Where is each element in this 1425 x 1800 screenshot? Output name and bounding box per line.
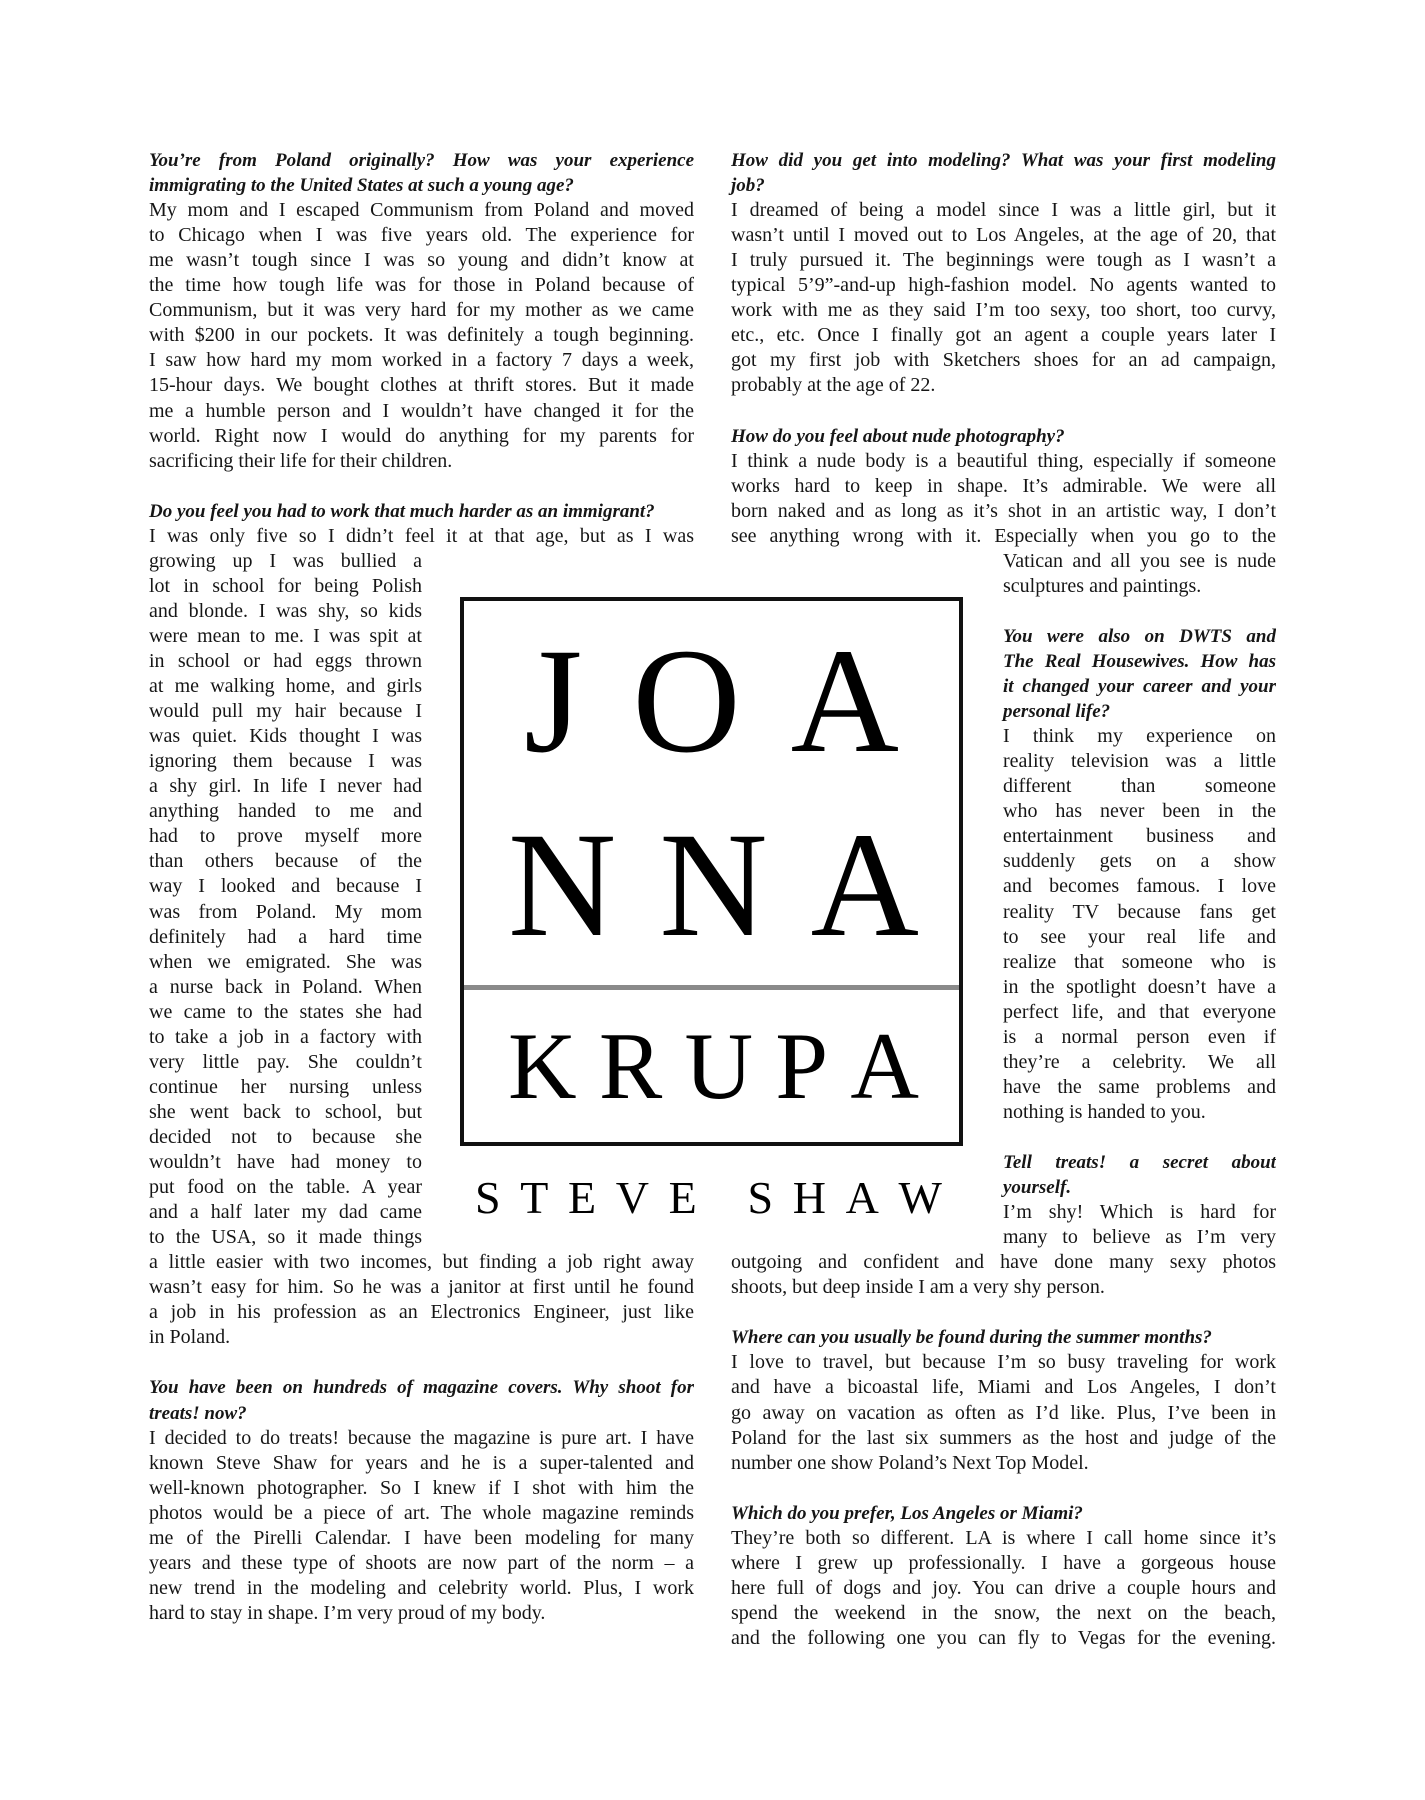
answer-line: shoots, but deep inside I am a very shy person. [731, 1276, 1105, 1299]
answer-line: spend the weekend in the snow, the next on the beach, [731, 1601, 1276, 1624]
title-divider [464, 985, 959, 990]
answer-line: I’m shy! Which is hard for [1003, 1201, 1276, 1224]
answer-line: put food on the table. A year [149, 1176, 422, 1199]
answer-line: wouldn’t have had money to [149, 1151, 422, 1173]
answer-line: a nurse back in Poland. When [149, 975, 422, 998]
answer-line: in school or had eggs thrown [149, 650, 422, 672]
title-first-name-line1 [524, 618, 899, 784]
photographer-credit [475, 1172, 942, 1222]
question-line: How did you get into modeling? What was your first modeling [731, 150, 1276, 171]
answer-line: here full of dogs and joy. You can drive a couple hours and [731, 1576, 1276, 1599]
answer-line: definitely had a hard time [149, 925, 422, 948]
answer-line: reality TV because fans get [1003, 900, 1276, 923]
answer-line: known Steve Shaw for years and he is a super-talented and [149, 1451, 694, 1474]
question-line: it changed your career and your [1003, 676, 1276, 698]
title-letter: T [520, 1171, 549, 1223]
answer-line: in the spotlight doesn’t have a [1003, 975, 1276, 998]
answer-line: My mom and I escaped Communism from Poland and moved [149, 199, 694, 222]
title-letter: R [598, 1012, 663, 1119]
answer-line: different than someone [1003, 775, 1276, 798]
question-line: Tell treats! a secret about [1003, 1152, 1276, 1173]
answer-line: outgoing and confident and have done many sexy photos [731, 1251, 1276, 1274]
title-letter: S [475, 1171, 501, 1223]
answer-line: nothing is handed to you. [1003, 1100, 1206, 1123]
answer-line: probably at the age of 22. [731, 374, 936, 397]
answer-line: is a normal person even if [1003, 1025, 1276, 1048]
question-line: You have been on hundreds of magazine covers. Why shoot for [149, 1377, 694, 1399]
answer-line: a little easier with two incomes, but finding a job right away [149, 1251, 694, 1274]
answer-line: 15-hour days. We bought clothes at thrift stores. But it made [149, 374, 694, 397]
answer-line: Poland for the last six summers as the host and judge of the [731, 1426, 1276, 1449]
answer-line: with $200 in our pockets. It was definitely a tough beginning. [149, 324, 694, 347]
answer-line: I think my experience on [1003, 725, 1276, 748]
title-letter: K [508, 1012, 577, 1119]
answer-line: ignoring them because I was [149, 750, 422, 773]
answer-line: Communism, but it was very hard for my mother as we came [149, 299, 694, 322]
answer-line: me a humble person and I wouldn’t have changed it for the [149, 399, 694, 422]
question-line: You were also on DWTS and [1003, 625, 1276, 647]
title-letter: O [632, 618, 741, 784]
question-line: How do you feel about nude photography? [731, 425, 1065, 447]
answer-line: reality television was a little [1003, 750, 1276, 773]
answer-line: and blonde. I was shy, so kids [149, 599, 422, 622]
question-line: Do you feel you had to work that much harder as an immigrant? [149, 500, 655, 522]
answer-line: decided not to because she [149, 1125, 422, 1148]
title-letter: S [747, 1171, 774, 1223]
title-first-name-line2 [508, 802, 919, 968]
answer-line: where I grew up professionally. I have a gorgeous house [731, 1551, 1276, 1574]
answer-line: new trend in the modeling and celebrity world. Plus, I work [149, 1576, 694, 1599]
title-letter: P [775, 1012, 829, 1119]
title-letter: U [684, 1012, 754, 1119]
question-line: personal life? [1003, 701, 1111, 723]
title-letter: E [668, 1171, 697, 1223]
title-last-name [508, 1013, 919, 1118]
question-line: You’re from Poland originally? How was your experience [149, 150, 694, 171]
answer-line: many to believe as I’m very [1003, 1226, 1276, 1249]
question-line: yourself. [1003, 1177, 1072, 1199]
question-line: Which do you prefer, Los Angeles or Miami? [731, 1502, 1083, 1524]
question-line: job? [731, 175, 765, 197]
answer-line: was from Poland. My mom [149, 900, 422, 923]
answer-line: entertainment business and [1003, 825, 1276, 848]
answer-line: in Poland. [149, 1326, 231, 1349]
answer-line: a job in his profession as an Electronics Engineer, just like [149, 1301, 694, 1324]
answer-line: typical 5’9”-and-up high-fashion model. No agents wanted to [731, 274, 1276, 297]
answer-line: work with me as they said I’m too sexy, too short, too curvy, [731, 299, 1276, 322]
answer-line: lot in school for being Polish [149, 574, 422, 597]
answer-line: would pull my hair because I [149, 700, 422, 723]
answer-line: anything handed to me and [149, 800, 422, 823]
title-letter: A [790, 618, 899, 784]
answer-line: at me walking home, and girls [149, 675, 422, 698]
answer-line: I love to travel, but because I’m so busy traveling for work [731, 1351, 1276, 1374]
answer-line: me of the Pirelli Calendar. I have been modeling for many [149, 1526, 694, 1549]
answer-line: world. Right now I would do anything for my parents for [149, 424, 694, 447]
answer-line: I saw how hard my mom worked in a factory 7 days a week, [149, 349, 694, 372]
question-line: The Real Housewives. How has [1003, 651, 1276, 672]
title-letter: A [845, 1171, 879, 1223]
answer-line: well-known photographer. So I knew if I shot with him the [149, 1476, 694, 1499]
answer-line: were mean to me. I was spit at [149, 624, 422, 647]
answer-line: she went back to school, but [149, 1100, 422, 1123]
answer-line: go away on vacation as often as I’d like. Plus, I’ve been in [731, 1401, 1276, 1424]
title-letter: W [898, 1171, 942, 1223]
answer-line: suddenly gets on a show [1003, 850, 1276, 873]
answer-line: I was only five so I didn’t feel it at that age, but as I was [149, 524, 694, 547]
title-letter: H [792, 1171, 826, 1223]
title-letter [716, 1171, 728, 1224]
answer-line: and a half later my dad came [149, 1201, 422, 1224]
answer-line: growing up I was bullied a [149, 549, 422, 572]
answer-line: was quiet. Kids thought I was [149, 725, 422, 748]
question-line: Where can you usually be found during the summer months? [731, 1327, 1212, 1349]
answer-line: continue her nursing unless [149, 1075, 422, 1098]
title-letter: N [659, 802, 768, 968]
answer-line: to see your real life and [1003, 925, 1276, 948]
title-box [460, 597, 963, 1146]
answer-line: They’re both so different. LA is where I call home since it’s [731, 1526, 1276, 1549]
answer-line: see anything wrong with it. Especially when you go to the [731, 524, 1276, 547]
answer-line: they’re a celebrity. We all [1003, 1050, 1276, 1073]
title-letter: E [567, 1171, 597, 1223]
answer-line: hard to stay in shape. I’m very proud of my body. [149, 1601, 546, 1624]
answer-line: than others because of the [149, 850, 422, 873]
answer-line: realize that someone who is [1003, 950, 1276, 973]
answer-line: to the USA, so it made things [149, 1226, 422, 1249]
answer-line: sculptures and paintings. [1003, 574, 1202, 597]
answer-line: who has never been in the [1003, 800, 1276, 823]
answer-line: sacrificing their life for their children. [149, 449, 453, 472]
answer-line: I decided to do treats! because the magazine is pure art. I have [149, 1426, 694, 1449]
answer-line: when we emigrated. She was [149, 950, 422, 973]
answer-line: number one show Poland’s Next Top Model. [731, 1451, 1089, 1474]
answer-line: we came to the states she had [149, 1000, 422, 1023]
question-line: immigrating to the United States at such a young age? [149, 175, 574, 197]
title-letter: N [508, 802, 617, 968]
title-letter: V [615, 1171, 649, 1223]
title-letter: A [850, 1012, 919, 1119]
answer-line: to take a job in a factory with [149, 1025, 422, 1048]
answer-line: to Chicago when I was five years old. The experience for [149, 224, 694, 247]
answer-line: wasn’t until I moved out to Los Angeles, at the age of 20, that [731, 224, 1276, 247]
answer-line: wasn’t easy for him. So he was a janitor at first until he found [149, 1276, 694, 1299]
answer-line: and have a bicoastal life, Miami and Los Angeles, I don’t [731, 1376, 1276, 1399]
answer-line: photos would be a piece of art. The whole magazine reminds [149, 1501, 694, 1524]
answer-line: me wasn’t tough since I was so young and didn’t know at [149, 249, 694, 272]
answer-line: had to prove myself more [149, 825, 422, 848]
title-letter: J [524, 618, 583, 784]
answer-line: Vatican and all you see is nude [1003, 549, 1276, 572]
answer-line: perfect life, and that everyone [1003, 1000, 1276, 1023]
answer-line: I dreamed of being a model since I was a little girl, but it [731, 199, 1276, 222]
answer-line: works hard to keep in shape. It’s admirable. We were all [731, 474, 1276, 497]
answer-line: way I looked and because I [149, 875, 422, 898]
answer-line: born naked and as long as it’s shot in an artistic way, I don’t [731, 499, 1276, 522]
answer-line: and becomes famous. I love [1003, 875, 1276, 898]
answer-line: etc., etc. Once I finally got an agent a couple years later I [731, 324, 1276, 347]
answer-line: years and these type of shoots are now part of the norm – a [149, 1551, 694, 1574]
question-line: treats! now? [149, 1402, 247, 1424]
answer-line: the time how tough life was for those in Poland because of [149, 274, 694, 297]
answer-line: I truly pursued it. The beginnings were tough as I wasn’t a [731, 249, 1276, 272]
answer-line: a shy girl. In life I never had [149, 775, 422, 798]
title-letter: A [810, 802, 919, 968]
answer-line: very little pay. She couldn’t [149, 1050, 422, 1073]
answer-line: and the following one you can fly to Vegas for the evening. [731, 1626, 1276, 1649]
answer-line: I think a nude body is a beautiful thing, especially if someone [731, 449, 1276, 472]
answer-line: got my first job with Sketchers shoes for an ad campaign, [731, 349, 1276, 372]
answer-line: have the same problems and [1003, 1075, 1276, 1098]
